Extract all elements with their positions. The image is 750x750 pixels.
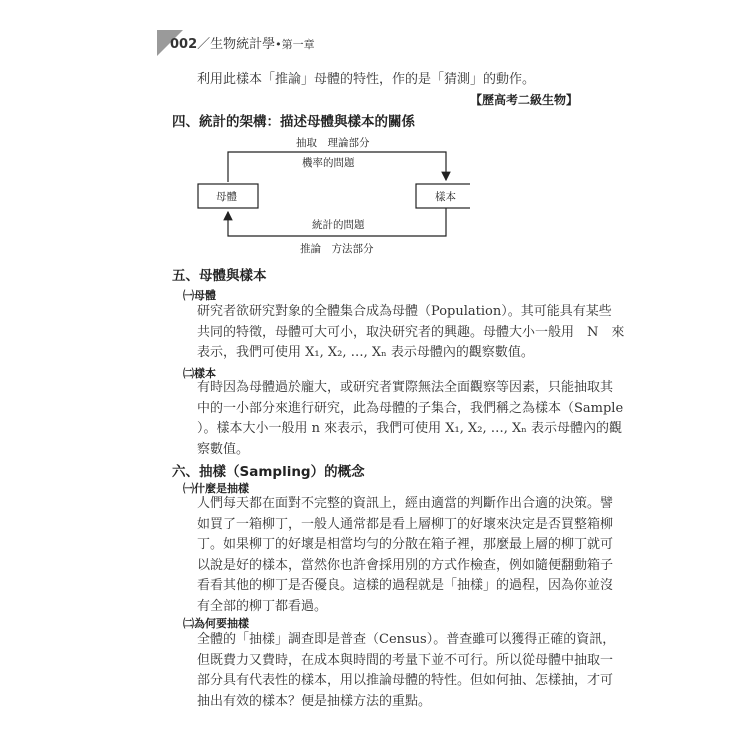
text-line: 丁。如果柳丁的好壞是相當均勻的分散在箱子裡，那麼最上層的柳丁就可 — [197, 537, 614, 552]
diagram-top-label-2: 機率的問題 — [302, 157, 355, 169]
text-line: 共同的特徵，母體可大可小，取決研究者的興趣。母體大小一般用 N 來 — [197, 324, 625, 340]
section6-sub1-text — [197, 494, 613, 617]
section6-sub2-title: ㈡為何要抽樣 — [183, 617, 249, 630]
population-box-label: 母體 — [216, 191, 237, 203]
diagram-bottom-label-1: 統計的問題 — [312, 219, 365, 231]
text-line: 人們每天都在面對不完整的資訊上，經由適當的判斷作出合適的決策。譬 — [197, 496, 614, 511]
text-line: 全體的「抽樣」調查即是普查（Census）。普查雖可以獲得正確的資訊， — [197, 632, 616, 647]
diagram-bottom-label-2: 推論 方法部分 — [300, 243, 374, 255]
section6-title: 六、抽樣（Sampling）的概念 — [172, 464, 365, 480]
section5-sub2-title: ㈡樣本 — [183, 367, 216, 380]
section5-sub2-text — [197, 378, 623, 460]
exam-tag: 【歷高考二級生物】 — [469, 93, 578, 107]
text-line: 有時因為母體過於龐大，或研究者實際無法全面觀察等因素，只能抽取其 — [197, 380, 614, 395]
text-line: 如買了一箱柳丁，一般人通常都是看上層柳丁的好壞來決定是否買整箱柳 — [197, 516, 614, 532]
text-line: 部分具有代表性的樣本，用以推論母體的特性。但如何抽、怎樣抽，才可 — [197, 673, 614, 688]
section5-sub1-title: ㈠母體 — [183, 289, 216, 302]
text-line: 研究者欲研究對象的全體集合成為母體（Population）。其可能具有某些 — [197, 304, 612, 319]
section6-sub2-text — [197, 630, 615, 712]
text-line: 察數值。 — [197, 441, 250, 457]
chapter-label: •第一章 — [275, 38, 315, 51]
running-header — [170, 33, 315, 52]
page-number: 002 — [170, 37, 198, 52]
text-line: 看看其他的柳丁是否優良。這樣的過程就是「抽樣」的過程，因為你並沒 — [197, 578, 614, 593]
text-line: 中的一小部分來進行研究，此為母體的子集合，我們稱之為樣本（Sample — [197, 400, 624, 416]
section5-title: 五、母體與樣本 — [172, 268, 267, 284]
text-line: 抽出有效的樣本？便是抽樣方法的重點。 — [197, 693, 432, 709]
intro-line: 利用此樣本「推論」母體的特性，作的是「猜測」的動作。 — [197, 72, 536, 87]
framework-diagram — [190, 130, 470, 260]
section4-title: 四、統計的架構：描述母體與樣本的關係 — [172, 114, 415, 130]
text-line: 有全部的柳丁都看過。 — [197, 598, 328, 614]
text-line: 表示，我們可使用 X₁, X₂, …, Xₙ 表示母體內的觀察數值。 — [197, 345, 534, 360]
text-line: 但既費力又費時，在成本與時間的考量下並不可行。所以從母體中抽取一 — [197, 652, 614, 668]
book-title: ／生物統計學 — [197, 37, 276, 52]
diagram-top-label-1: 抽取 理論部分 — [296, 137, 370, 149]
text-line: ）。樣本大小一般用 n 來表示，我們可使用 X₁, X₂, …, Xₙ 表示母體內的觀 — [197, 421, 623, 436]
sample-box-label: 樣本 — [435, 191, 456, 203]
text-line: 以說是好的樣本，當然你也許會採用別的方式作檢查，例如隨便翻動箱子 — [197, 557, 614, 573]
section6-sub1-title: ㈠什麼是抽樣 — [183, 482, 249, 495]
section5-sub1-text — [197, 302, 624, 364]
